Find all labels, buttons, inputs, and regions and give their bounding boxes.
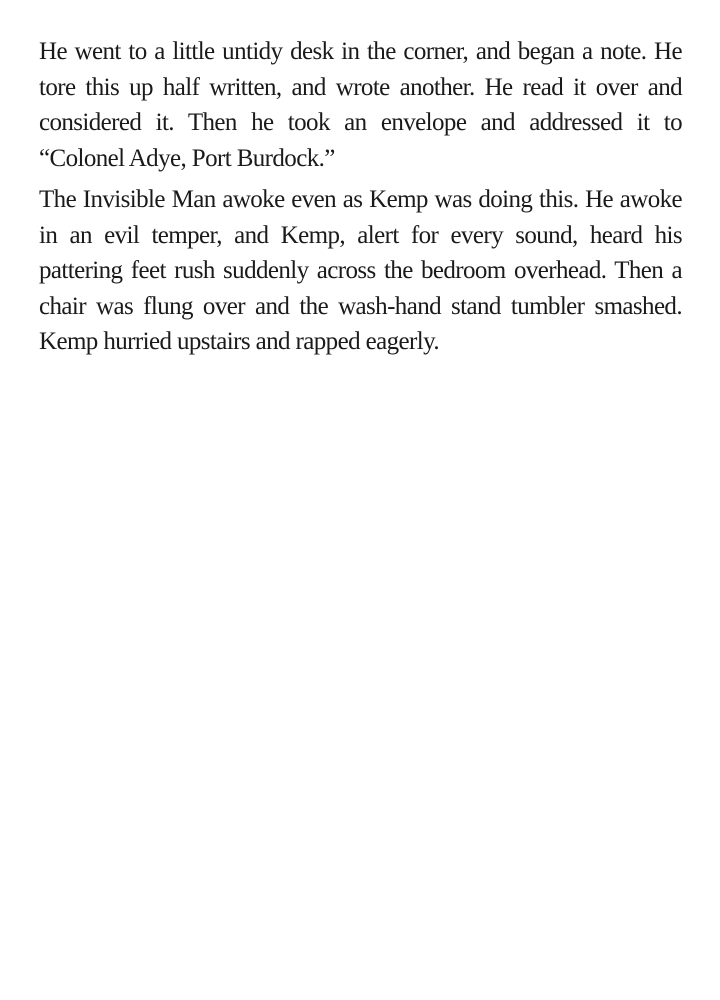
paragraph-note: He went to a little untidy desk in the corner, and began a note. He tore this up half written, and wrote another. He read it over and considered it. Then he took an envelope and addressed it to “Colonel Adye, Port Burdock.”: [39, 38, 682, 172]
paragraph-invisible-man: The Invisible Man awoke even as Kemp was doing this. He awoke in an evil temper, and Kemp, alert for every sound, heard his pattering feet rush suddenly across the bedroom overhead. Then a chair was flung over and the wash-hand stand tumbler smashed. Kemp hurried upstairs and rapped eagerly.: [39, 186, 682, 355]
page-text: [39, 34, 682, 366]
